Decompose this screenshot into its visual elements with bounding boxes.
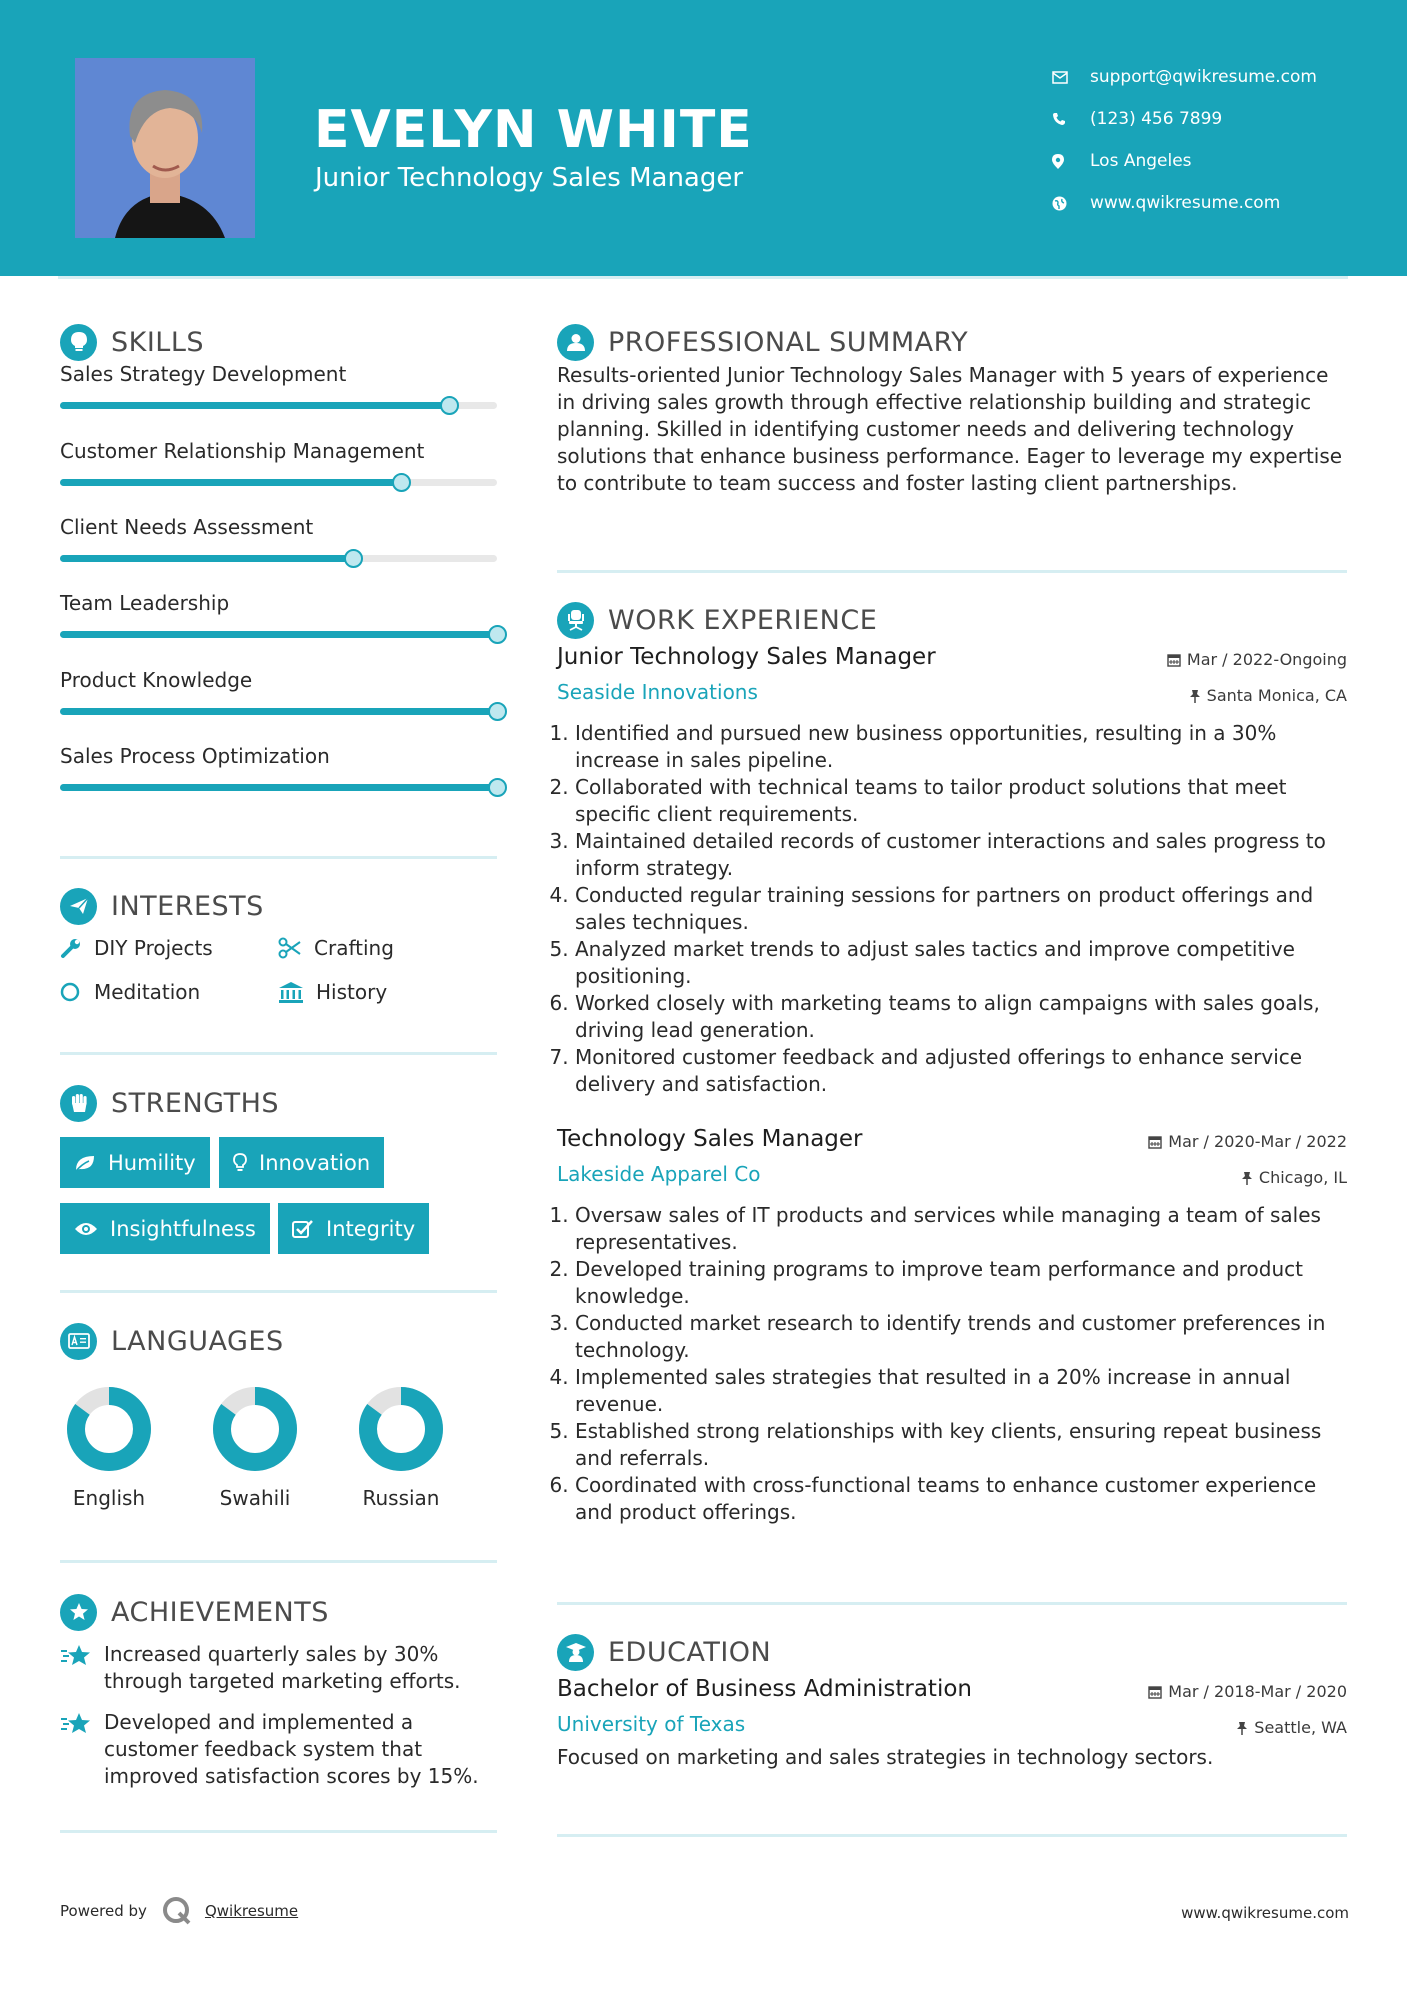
interest-item bbox=[60, 980, 200, 1004]
duty-list bbox=[557, 720, 1347, 1098]
calendar-icon bbox=[1148, 1685, 1162, 1699]
education-location-text: Seattle, WA bbox=[1254, 1718, 1347, 1737]
section-divider bbox=[60, 1830, 497, 1833]
interest-item bbox=[278, 980, 387, 1004]
calendar-icon bbox=[1148, 1135, 1162, 1149]
section-divider bbox=[557, 570, 1347, 573]
skill-level-knob bbox=[392, 473, 411, 492]
contact-location-text: Los Angeles bbox=[1090, 151, 1192, 171]
skill-bar-fill bbox=[60, 708, 497, 715]
lightbulb-icon bbox=[233, 1153, 247, 1173]
summary-text: Results-oriented Junior Technology Sales Manager with 5 years of experience in driving sales growth through effective relationship building and strategic planning. Skilled in identifying customer needs and delivering technology solutions that enhance business performance. Eager to leverage my expertise to contribute to team success and foster lasting client partnerships. bbox=[557, 363, 1343, 495]
interests-heading bbox=[60, 886, 497, 926]
skill-bar-fill bbox=[60, 631, 497, 638]
job-location-text: Santa Monica, CA bbox=[1206, 686, 1347, 705]
contact-website-text: www.qwikresume.com bbox=[1090, 193, 1281, 213]
phone-icon bbox=[1052, 112, 1090, 126]
interests-section bbox=[60, 886, 497, 1026]
office-chair-icon bbox=[557, 602, 594, 639]
skill-bar bbox=[60, 784, 497, 791]
job-entry bbox=[557, 1126, 1347, 1526]
contact-email-text: support@qwikresume.com bbox=[1090, 67, 1317, 87]
languages-heading bbox=[60, 1321, 497, 1361]
contact-phone-text: (123) 456 7899 bbox=[1090, 109, 1223, 129]
duty-item: 6. Worked closely with marketing teams to align campaigns with sales goals, driving lead generation. bbox=[575, 990, 1347, 1044]
skill-bar-fill bbox=[60, 784, 497, 791]
skill-bar-fill bbox=[60, 555, 353, 562]
skill-level-knob bbox=[488, 702, 507, 721]
duty-item: 5. Established strong relationships with key clients, ensuring repeat business and referrals. bbox=[575, 1418, 1347, 1472]
duty-item: 2. Developed training programs to improve team performance and product knowledge. bbox=[575, 1256, 1347, 1310]
skill-label: Team Leadership bbox=[60, 591, 230, 615]
experience-section bbox=[557, 600, 1347, 1526]
contact-phone[interactable] bbox=[1052, 98, 1317, 140]
education-title: EDUCATION bbox=[608, 1636, 772, 1668]
skill-label: Sales Process Optimization bbox=[60, 744, 330, 768]
job-date-text: Mar / 2020-Mar / 2022 bbox=[1168, 1132, 1347, 1151]
strengths-section bbox=[60, 1083, 497, 1255]
language-proficiency-donut bbox=[210, 1384, 300, 1474]
skill-bar bbox=[60, 402, 497, 409]
achievement-text: Increased quarterly sales by 30% through targeted marketing efforts. bbox=[104, 1642, 461, 1693]
achievements-title: ACHIEVEMENTS bbox=[111, 1596, 329, 1628]
degree-name: Bachelor of Business Administration bbox=[557, 1676, 972, 1702]
contact-email[interactable] bbox=[1052, 56, 1317, 98]
strengths-heading bbox=[60, 1083, 497, 1123]
education-description: Focused on marketing and sales strategies in technology sectors. bbox=[557, 1745, 1214, 1769]
skill-bar-fill bbox=[60, 402, 449, 409]
pushpin-icon bbox=[1189, 689, 1201, 703]
lightbulb-icon bbox=[60, 324, 97, 361]
footer-url[interactable]: www.qwikresume.com bbox=[1181, 1904, 1349, 1922]
left-column bbox=[60, 322, 497, 768]
duty-item: 3. Maintained detailed records of customer interactions and sales progress to inform strategy. bbox=[575, 828, 1347, 882]
language-icon bbox=[60, 1323, 97, 1360]
candidate-title: Junior Technology Sales Manager bbox=[315, 163, 744, 193]
skill-level-knob bbox=[488, 625, 507, 644]
header-divider bbox=[58, 276, 1348, 279]
duty-list bbox=[557, 1202, 1347, 1526]
star-icon bbox=[60, 1711, 94, 1737]
interest-item bbox=[60, 936, 213, 960]
user-icon bbox=[557, 324, 594, 361]
star-icon bbox=[60, 1643, 94, 1669]
skill-label: Sales Strategy Development bbox=[60, 362, 347, 386]
job-title: Junior Technology Sales Manager bbox=[557, 644, 936, 670]
language-label: English bbox=[72, 1486, 146, 1510]
interest-label: DIY Projects bbox=[94, 936, 213, 960]
skill-bar bbox=[60, 631, 497, 638]
strengths-title: STRENGTHS bbox=[111, 1087, 280, 1119]
paper-plane-icon bbox=[60, 888, 97, 925]
strength-label: Integrity bbox=[326, 1216, 416, 1241]
education-location bbox=[1236, 1718, 1347, 1737]
skill-item bbox=[60, 515, 497, 562]
strength-chip bbox=[278, 1203, 429, 1254]
strength-label: Innovation bbox=[259, 1150, 371, 1175]
duty-item: 1. Oversaw sales of IT products and services while managing a team of sales representatives. bbox=[575, 1202, 1347, 1256]
achievement-item bbox=[60, 1641, 497, 1695]
duty-item: 3. Conducted market research to identify trends and customer preferences in technology. bbox=[575, 1310, 1347, 1364]
school-name: University of Texas bbox=[557, 1712, 746, 1736]
resume-header bbox=[0, 0, 1407, 276]
interest-item bbox=[278, 936, 394, 960]
summary-section bbox=[557, 322, 1347, 497]
skill-label: Product Knowledge bbox=[60, 668, 253, 692]
job-title: Technology Sales Manager bbox=[557, 1126, 863, 1152]
calendar-icon bbox=[1167, 653, 1181, 667]
strength-chip bbox=[219, 1137, 384, 1188]
interests-title: INTERESTS bbox=[111, 890, 264, 922]
experience-heading bbox=[557, 600, 1347, 640]
language-label: Swahili bbox=[219, 1486, 291, 1510]
language-proficiency-donut bbox=[64, 1384, 154, 1474]
skill-level-knob bbox=[440, 396, 459, 415]
brand-link[interactable]: Qwikresume bbox=[204, 1902, 299, 1920]
powered-by-label: Powered by bbox=[60, 1902, 147, 1920]
education-section bbox=[557, 1632, 1347, 1771]
achievements-heading bbox=[60, 1592, 497, 1632]
summary-heading bbox=[557, 322, 1347, 362]
duty-item: 6. Coordinated with cross-functional teams to enhance customer experience and product offerings. bbox=[575, 1472, 1347, 1526]
section-divider bbox=[557, 1602, 1347, 1605]
skill-item bbox=[60, 668, 497, 715]
section-divider bbox=[60, 1052, 497, 1055]
interest-label: Crafting bbox=[314, 936, 394, 960]
duty-item: 4. Conducted regular training sessions for partners on product offerings and sales techniques. bbox=[575, 882, 1347, 936]
skills-title: SKILLS bbox=[111, 326, 205, 358]
skill-bar bbox=[60, 555, 497, 562]
skill-item bbox=[60, 591, 497, 638]
skill-item bbox=[60, 439, 497, 486]
skills-list bbox=[60, 362, 497, 768]
education-date-text: Mar / 2018-Mar / 2020 bbox=[1168, 1682, 1347, 1701]
contact-list bbox=[1052, 56, 1317, 224]
contact-location bbox=[1052, 140, 1317, 182]
skill-bar-fill bbox=[60, 479, 401, 486]
skill-label: Customer Relationship Management bbox=[60, 439, 425, 463]
job-location-text: Chicago, IL bbox=[1258, 1168, 1347, 1187]
language-item bbox=[54, 1384, 164, 1510]
duty-item: 7. Monitored customer feedback and adjusted offerings to enhance service delivery and satisfaction. bbox=[575, 1044, 1347, 1098]
strength-chip bbox=[60, 1137, 210, 1188]
section-divider bbox=[60, 1290, 497, 1293]
section-divider bbox=[60, 856, 497, 859]
skill-bar bbox=[60, 708, 497, 715]
strength-label: Humility bbox=[108, 1150, 196, 1175]
checkbox-icon bbox=[292, 1219, 314, 1239]
pushpin-icon bbox=[1236, 1721, 1248, 1735]
skill-level-knob bbox=[344, 549, 363, 568]
candidate-name: EVELYN WHITE bbox=[314, 100, 753, 160]
duty-item: 4. Implemented sales strategies that resulted in a 20% increase in annual revenue. bbox=[575, 1364, 1347, 1418]
summary-title: PROFESSIONAL SUMMARY bbox=[608, 326, 969, 358]
duty-item: 1. Identified and pursued new business opportunities, resulting in a 30% increase in sales pipeline. bbox=[575, 720, 1347, 774]
duty-item: 5. Analyzed market trends to adjust sales tactics and improve competitive positioning. bbox=[575, 936, 1347, 990]
section-divider bbox=[557, 1834, 1347, 1837]
experience-title: WORK EXPERIENCE bbox=[608, 604, 878, 636]
circle-icon bbox=[60, 981, 82, 1003]
company-name: Lakeside Apparel Co bbox=[557, 1162, 761, 1186]
achievement-text: Developed and implemented a customer feedback system that improved satisfaction scores by 15%. bbox=[104, 1710, 479, 1788]
skill-label: Client Needs Assessment bbox=[60, 515, 314, 539]
education-heading bbox=[557, 1632, 1347, 1672]
eye-icon bbox=[74, 1221, 98, 1237]
job-date-text: Mar / 2022-Ongoing bbox=[1186, 650, 1347, 669]
map-marker-icon bbox=[1052, 154, 1090, 169]
pushpin-icon bbox=[1241, 1171, 1253, 1185]
scissors-icon bbox=[278, 937, 302, 959]
achievement-item bbox=[60, 1709, 497, 1790]
contact-website[interactable] bbox=[1052, 182, 1317, 224]
leaf-icon bbox=[74, 1154, 96, 1172]
envelope-icon bbox=[1052, 71, 1090, 84]
job-location bbox=[1241, 1168, 1347, 1187]
job-date bbox=[1167, 650, 1347, 669]
languages-section bbox=[60, 1321, 497, 1521]
globe-icon bbox=[1052, 196, 1090, 211]
skill-bar bbox=[60, 479, 497, 486]
wrench-icon bbox=[60, 937, 82, 959]
job-date bbox=[1148, 1132, 1347, 1151]
skills-heading bbox=[60, 322, 497, 362]
strength-label: Insightfulness bbox=[110, 1216, 256, 1241]
profile-photo bbox=[75, 58, 255, 238]
skill-item bbox=[60, 744, 497, 791]
languages-title: LANGUAGES bbox=[111, 1325, 284, 1357]
bank-icon bbox=[278, 981, 304, 1003]
interest-label: History bbox=[316, 980, 388, 1004]
language-proficiency-donut bbox=[356, 1384, 446, 1474]
language-item bbox=[346, 1384, 456, 1510]
job-location bbox=[1189, 686, 1347, 705]
skill-level-knob bbox=[488, 778, 507, 797]
qwikresume-logo-icon bbox=[161, 1895, 193, 1927]
education-entry bbox=[557, 1676, 1347, 1771]
job-entry bbox=[557, 644, 1347, 1098]
footer-powered-by bbox=[60, 1895, 298, 1927]
duty-item: 2. Collaborated with technical teams to tailor product solutions that meet specific client requirements. bbox=[575, 774, 1347, 828]
fist-icon bbox=[60, 1085, 97, 1122]
language-item bbox=[200, 1384, 310, 1510]
strength-chip bbox=[60, 1203, 270, 1254]
star-badge-icon bbox=[60, 1594, 97, 1631]
achievements-section bbox=[60, 1592, 497, 1792]
interest-label: Meditation bbox=[94, 980, 201, 1004]
section-divider bbox=[60, 1560, 497, 1563]
language-label: Russian bbox=[362, 1486, 440, 1510]
graduate-icon bbox=[557, 1634, 594, 1671]
education-date bbox=[1148, 1682, 1347, 1701]
company-name: Seaside Innovations bbox=[557, 680, 758, 704]
skill-item bbox=[60, 362, 497, 409]
